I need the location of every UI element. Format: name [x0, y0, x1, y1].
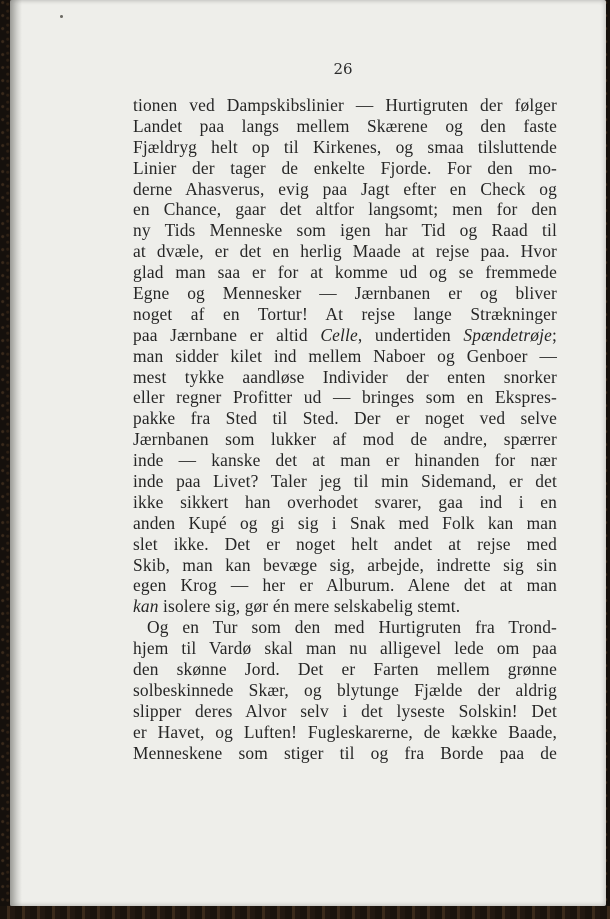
text-line: en Chance, gaar det altfor langsomt; men for den	[133, 199, 557, 220]
text-line: noget af en Tortur! At rejse lange Strækninger	[133, 303, 557, 324]
body-text	[133, 95, 557, 764]
text-fragment: paa Jærnbane er altid	[133, 324, 308, 345]
italic-word-kan: kan	[133, 596, 159, 617]
text-line: anden Kupé og gi sig i Snak med Folk kan man	[133, 512, 557, 533]
text-line: Fjældryg helt op til Kirkenes, og smaa tilsluttende	[133, 136, 557, 157]
paper-speck	[60, 15, 63, 18]
text-line: Linier der tager de enkelte Fjorde. For den mo-	[133, 157, 557, 178]
text-fragment: ;	[552, 324, 557, 345]
text-line: Skib, man kan bevæge sig, arbejde, indrette sig sin	[133, 554, 557, 575]
text-line: man sidder kilet ind mellem Naboer og Genboer —	[133, 345, 557, 366]
text-line: slet ikke. Det er noget helt andet at rejse med	[133, 533, 557, 554]
text-line-paragraph-start: Og en Tur som den med Hurtigruten fra Trond-	[147, 617, 557, 638]
text-line-paragraph-end	[133, 596, 557, 617]
cover-edge	[0, 906, 610, 919]
text-line: hjem til Vardø skal man nu alligevel lede om paa	[133, 638, 557, 659]
text-line: Menneskene som stiger til og fra Borde paa de	[133, 742, 557, 763]
text-line: at dvæle, er det en herlig Maade at rejse paa. Hvor	[133, 241, 557, 262]
text-line: ikke sikkert han overhodet svarer, gaa ind i en	[133, 491, 557, 512]
text-line: Egne og Mennesker — Jærnbanen er og bliver	[133, 283, 557, 304]
text-line: solbeskinnede Skær, og blytunge Fjælde der aldrig	[133, 679, 557, 700]
italic-word-spaendetroje: Spændetrøje	[463, 324, 553, 345]
text-line: Landet paa langs mellem Skærene og den faste	[133, 115, 557, 136]
text-line: derne Ahasverus, evig paa Jagt efter en Check og	[133, 178, 557, 199]
text-line: slipper deres Alvor selv i det lyseste Solskin! Det	[133, 700, 557, 721]
text-line: tionen ved Dampskibslinier — Hurtigruten der følger	[133, 95, 557, 115]
text-line: egen Krog — her er Alburum. Alene det at man	[133, 575, 557, 596]
text-line-with-italics	[133, 325, 557, 346]
text-fragment: isolere sig, gør én mere selskabelig stemt.	[158, 596, 461, 617]
text-line: ny Tids Menneske som igen har Tid og Raad til	[133, 220, 557, 241]
text-line: inde — kanske det at man er hinanden for nær	[133, 450, 557, 471]
text-line: den skønne Jord. Det er Farten mellem grønne	[133, 659, 557, 680]
page-gutter-shadow	[10, 0, 22, 906]
text-fragment: , undertiden	[357, 324, 451, 345]
text-line: mest tykke aandløse Individer der enten snorker	[133, 366, 557, 387]
italic-word-celle: Celle	[320, 324, 358, 345]
text-line: Jærnbanen som lukker af mod de andre, spærrer	[133, 429, 557, 450]
text-line: inde paa Livet? Taler jeg til min Sidemand, er det	[133, 471, 557, 492]
text-line: eller regner Profitter ud — bringes som en Ekspres-	[133, 387, 557, 408]
text-line: pakke fra Sted til Sted. Der er noget ved selve	[133, 408, 557, 429]
text-line: er Havet, og Luften! Fugleskarerne, de kække Baade,	[133, 721, 557, 742]
text-line: glad man saa er for at komme ud og se fremmede	[133, 262, 557, 283]
page-number: 26	[333, 60, 353, 78]
